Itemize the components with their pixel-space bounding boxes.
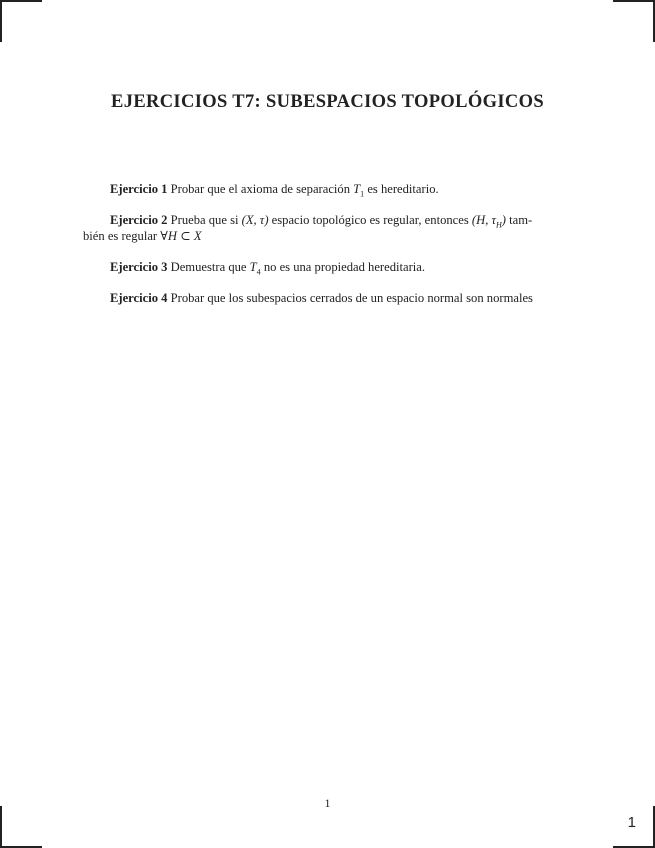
exercise-1: [83, 181, 578, 197]
exercise-label: Ejercicio 4: [110, 291, 168, 305]
exercise-text: Probar que los subespacios cerrados de un espacio normal son normales: [167, 291, 533, 305]
math-expression: (H, τ: [471, 213, 496, 227]
math-expression: ∀H ⊂ X: [160, 229, 202, 243]
exercise-line-2: [83, 228, 578, 244]
exercise-text: bién es regular: [83, 229, 161, 243]
crop-mark-bottom-left-v: [0, 806, 2, 848]
exercise-text: Probar que el axioma de separación: [167, 182, 354, 196]
exercise-text: tam-: [505, 213, 533, 227]
math-symbol: T: [353, 182, 361, 196]
viewer-page-indicator: 1: [627, 814, 636, 831]
math-subscript: 4: [256, 267, 261, 277]
exercise-label: Ejercicio 2: [110, 213, 168, 227]
exercise-3: [83, 259, 578, 275]
exercise-text: Demuestra que: [167, 260, 250, 274]
math-expression: ): [501, 213, 506, 227]
exercise-text: espacio topológico es regular, entonces: [268, 213, 472, 227]
exercise-text: es hereditario.: [364, 182, 439, 196]
crop-mark-top-left-h: [0, 0, 42, 2]
math-subscript: H: [496, 220, 502, 230]
exercise-label: Ejercicio 1: [110, 182, 168, 196]
exercise-4: [83, 290, 578, 306]
page-footer-number: 1: [324, 796, 331, 810]
page-title: EJERCICIOS T7: SUBESPACIOS TOPOLÓGICOS: [111, 92, 544, 112]
math-subscript: 1: [360, 189, 365, 199]
crop-mark-top-left-v: [0, 0, 2, 42]
math-symbol: T: [249, 260, 257, 274]
crop-mark-top-right-h: [613, 0, 655, 2]
exercise-text: Prueba que si: [167, 213, 242, 227]
exercise-2: [83, 212, 578, 244]
exercise-label: Ejercicio 3: [110, 260, 168, 274]
math-expression: (X, τ): [241, 213, 269, 227]
exercise-text: no es una propiedad hereditaria.: [260, 260, 426, 274]
